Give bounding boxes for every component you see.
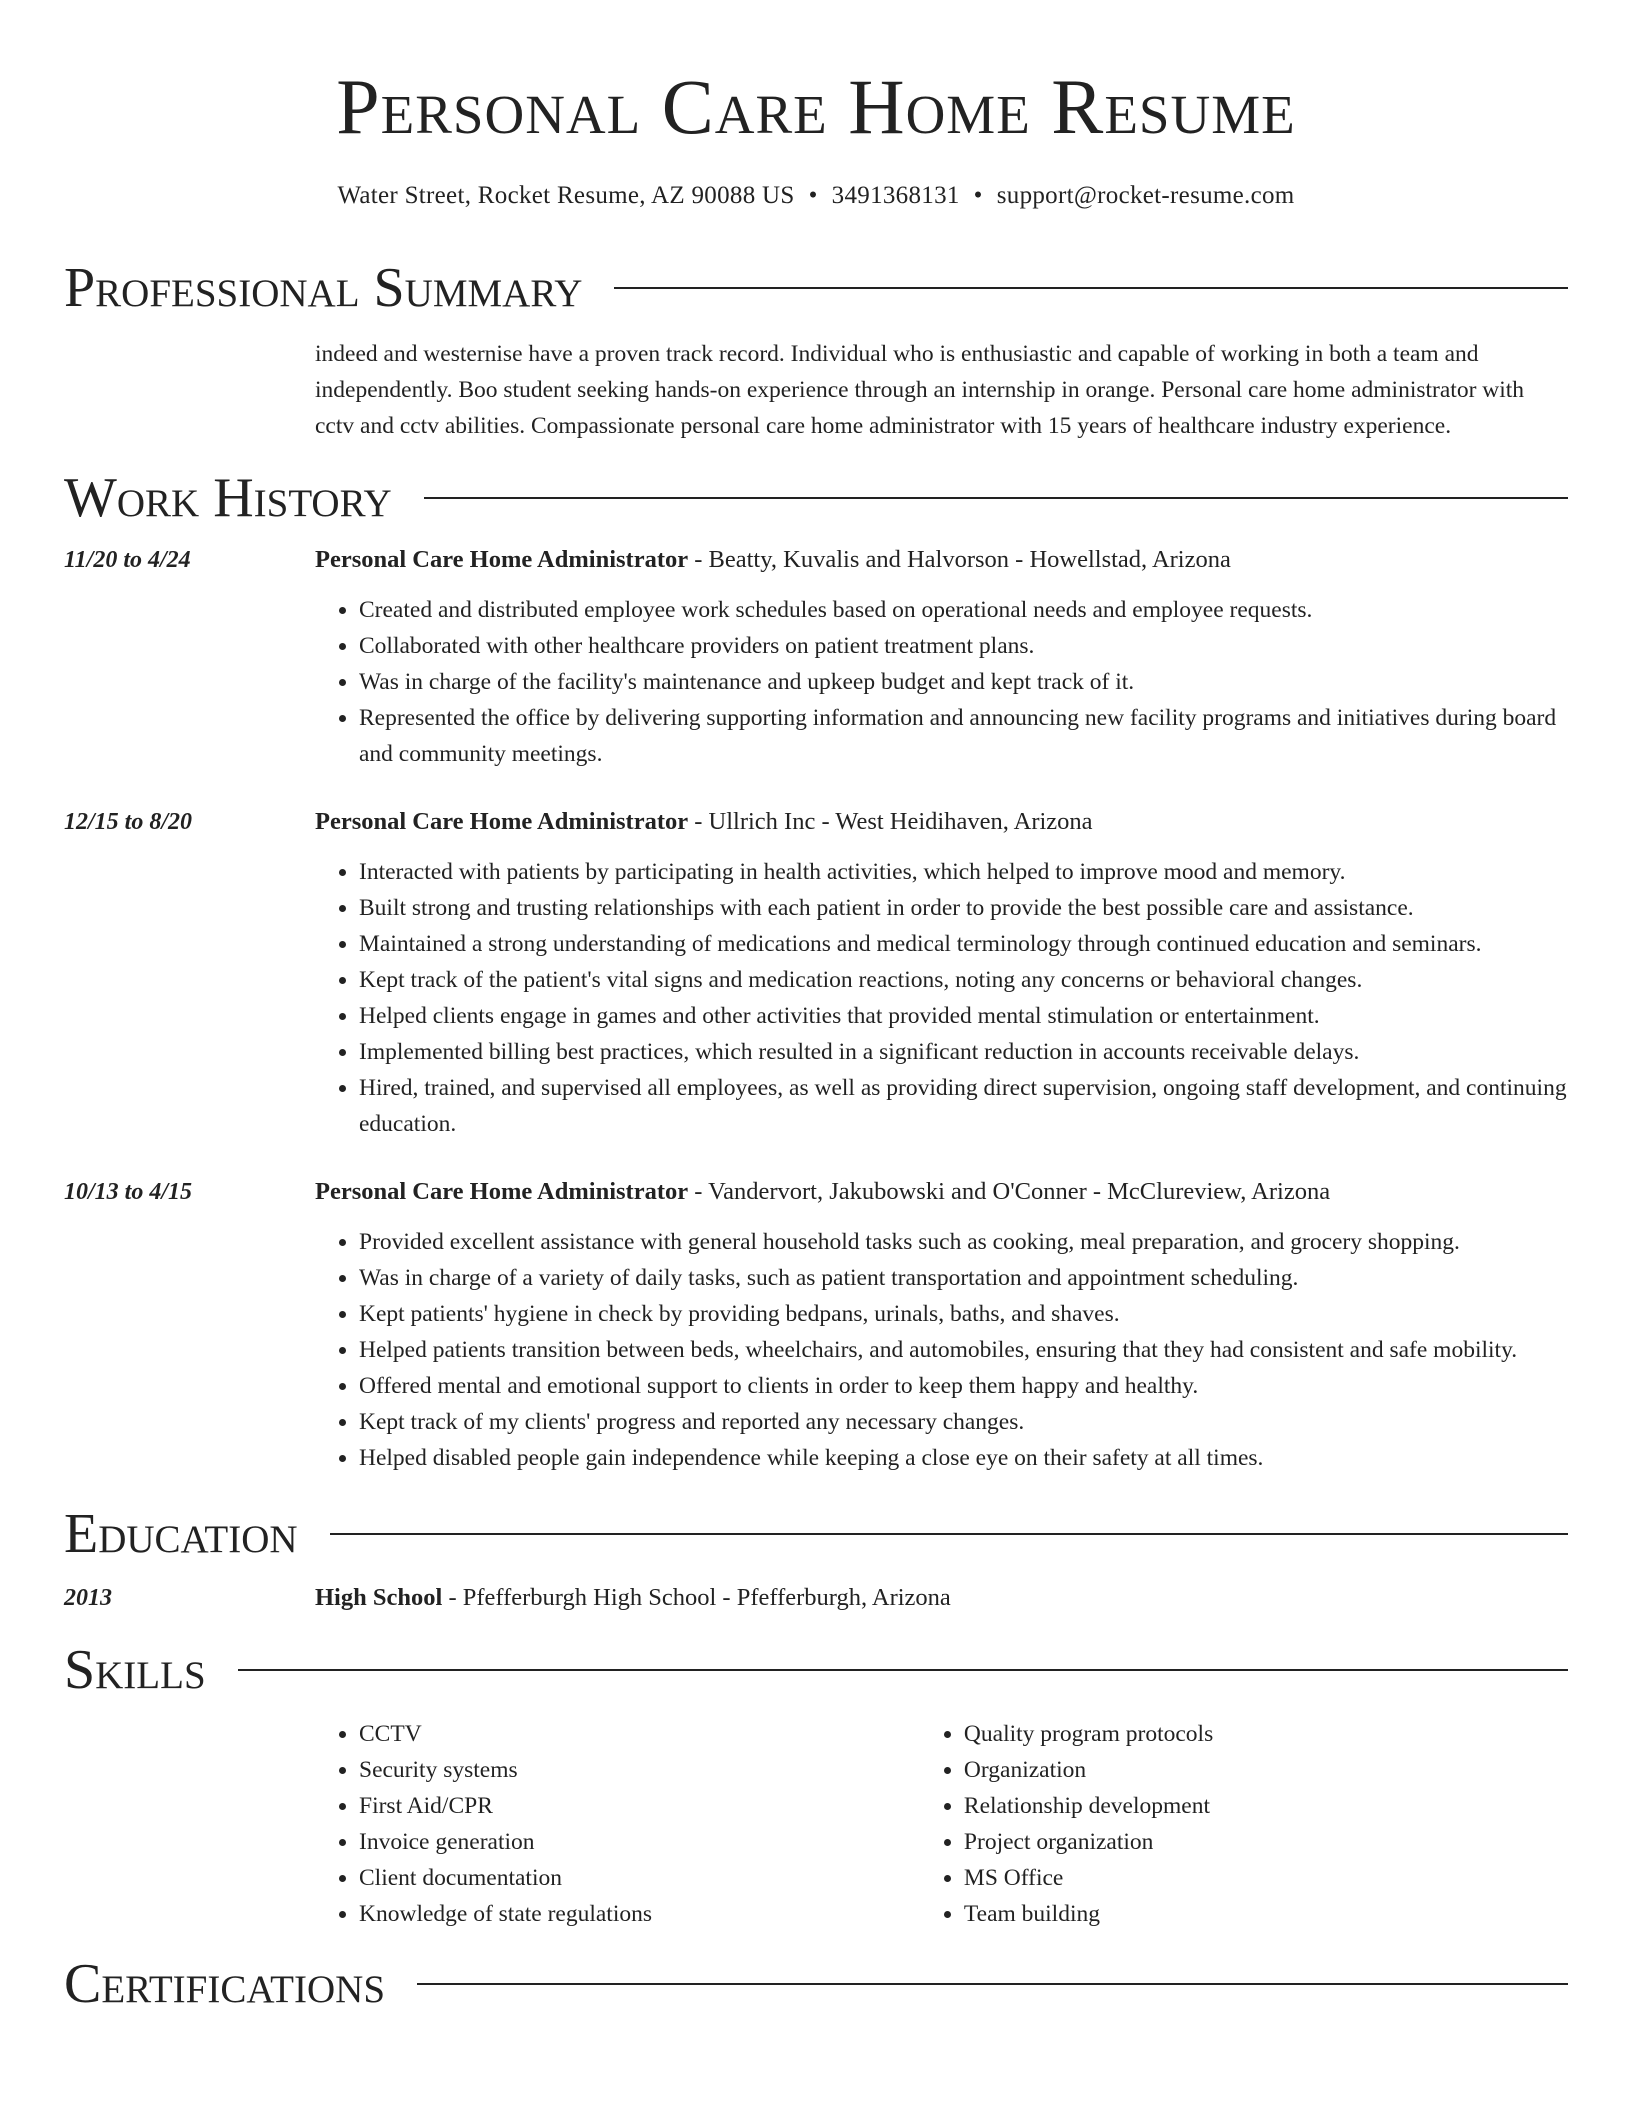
skill-item: • CCTV: [359, 1716, 920, 1752]
job-bullet: • Implemented billing best practices, which resulted in a significant reduction in accounts receivable delays.: [359, 1034, 1568, 1070]
skill-item: • Security systems: [359, 1752, 920, 1788]
job-company: - Vandervort, Jakubowski and O'Conner - McClureview, Arizona: [688, 1178, 1331, 1205]
job-bullets: [315, 592, 1568, 772]
section-heading-certifications: [64, 1952, 1568, 2016]
job-bullet: • Offered mental and emotional support to clients in order to keep them happy and healthy.: [359, 1368, 1568, 1404]
job-bullets: [315, 1224, 1568, 1476]
job-bullets: [315, 854, 1568, 1142]
section-title: Professional Summary: [64, 257, 583, 319]
job-date: 12/15 to 8/20: [64, 809, 193, 835]
job-company: - Beatty, Kuvalis and Halvorson - Howellstad, Arizona: [688, 546, 1231, 573]
section-title: Work History: [64, 467, 392, 529]
job-bullet: • Collaborated with other healthcare providers on patient treatment plans.: [359, 628, 1568, 664]
job-title: Personal Care Home Administrator: [315, 1178, 689, 1205]
job-entry: [64, 542, 1568, 772]
job-bullet: • Was in charge of the facility's maintenance and upkeep budget and kept track of it.: [359, 664, 1568, 700]
job-body: [315, 542, 1568, 772]
skill-item: • Team building: [964, 1896, 1568, 1932]
job-entry: [64, 1174, 1568, 1476]
contact-address: Water Street, Rocket Resume, AZ 90088 US: [337, 182, 795, 209]
section-title: Skills: [64, 1639, 206, 1701]
skills-column-right: [920, 1716, 1568, 1932]
skill-item: • MS Office: [964, 1860, 1568, 1896]
education-entry: [64, 1580, 1568, 1616]
job-bullet: • Created and distributed employee work schedules based on operational needs and employee requests.: [359, 592, 1568, 628]
contact-separator: •: [808, 182, 818, 209]
job-bullet: • Helped clients engage in games and other activities that provided mental stimulation or entertainment.: [359, 998, 1568, 1034]
section-title: Education: [64, 1503, 298, 1565]
job-heading: [315, 542, 1568, 578]
skill-item: • Quality program protocols: [964, 1716, 1568, 1752]
section-title: Certifications: [64, 1953, 386, 2015]
job-bullet: • Maintained a strong understanding of medications and medical terminology through continued education and seminars.: [359, 926, 1568, 962]
job-bullet: • Was in charge of a variety of daily tasks, such as patient transportation and appointment scheduling.: [359, 1260, 1568, 1296]
job-title: Personal Care Home Administrator: [315, 546, 689, 573]
skill-item: • Knowledge of state regulations: [359, 1896, 920, 1932]
job-entry: [64, 804, 1568, 1142]
job-bullet: • Kept track of the patient's vital signs and medication reactions, noting any concerns or behavioral changes.: [359, 962, 1568, 998]
section-divider: [238, 1669, 1568, 1671]
job-date: 11/20 to 4/24: [64, 547, 191, 573]
job-date: 10/13 to 4/15: [64, 1179, 193, 1205]
section-divider: [614, 287, 1568, 289]
education-date: 2013: [64, 1585, 112, 1611]
skill-item: • Client documentation: [359, 1860, 920, 1896]
job-bullet: • Interacted with patients by participating in health activities, which helped to improve mood and memory.: [359, 854, 1568, 890]
job-bullet: • Hired, trained, and supervised all employees, as well as providing direct supervision, ongoing staff development, and continuing education.: [359, 1070, 1568, 1142]
job-title: Personal Care Home Administrator: [315, 808, 689, 835]
work-history-list: [64, 542, 1568, 1476]
section-divider: [417, 1983, 1568, 1985]
skill-item: • Invoice generation: [359, 1824, 920, 1860]
contact-phone: 3491368131: [831, 182, 960, 209]
job-bullet: • Kept patients' hygiene in check by providing bedpans, urinals, baths, and shaves.: [359, 1296, 1568, 1332]
contact-email: support@rocket-resume.com: [996, 182, 1295, 209]
skills-list: [315, 1716, 1568, 1932]
section-heading-work-history: [64, 466, 1568, 530]
job-bullet: • Built strong and trusting relationships with each patient in order to provide the best possible care and assistance.: [359, 890, 1568, 926]
job-bullet: • Helped patients transition between beds, wheelchairs, and automobiles, ensuring that they had consistent and safe mobility.: [359, 1332, 1568, 1368]
job-company: - Ullrich Inc - West Heidihaven, Arizona: [688, 808, 1093, 835]
job-bullet: • Represented the office by delivering supporting information and announcing new facility programs and initiatives during board and community meetings.: [359, 700, 1568, 772]
job-bullet: • Kept track of my clients' progress and reported any necessary changes.: [359, 1404, 1568, 1440]
job-bullet: • Provided excellent assistance with general household tasks such as cooking, meal preparation, and grocery shopping.: [359, 1224, 1568, 1260]
skills-column-left: [315, 1716, 920, 1932]
section-divider: [424, 497, 1568, 499]
job-heading: [315, 804, 1568, 840]
resume-title: Personal Care Home Resume: [336, 63, 1296, 150]
skill-item: • Organization: [964, 1752, 1568, 1788]
section-heading-education: [64, 1502, 1568, 1566]
job-body: [315, 804, 1568, 1142]
skill-item: • Project organization: [964, 1824, 1568, 1860]
education-school: - Pfefferburgh High School - Pfefferburgh, Arizona: [442, 1584, 951, 1611]
section-heading-skills: [64, 1638, 1568, 1702]
contact-line: [64, 180, 1568, 212]
job-bullet: • Helped disabled people gain independence while keeping a close eye on their safety at all times.: [359, 1440, 1568, 1476]
section-heading-summary: [64, 256, 1568, 320]
education-degree: High School: [315, 1584, 443, 1611]
contact-separator: •: [973, 182, 983, 209]
job-heading: [315, 1174, 1568, 1210]
summary-text: indeed and westernise have a proven track record. Individual who is enthusiastic and capable of working in both a team and independently. Boo student seeking hands-on experience through an internship in orange. Personal care home administrator with cctv and cctv abilities. Compassionate personal care home administrator with 15 years of healthcare industry experience.: [315, 341, 1525, 439]
skill-item: • First Aid/CPR: [359, 1788, 920, 1824]
section-divider: [330, 1533, 1568, 1535]
job-body: [315, 1174, 1568, 1476]
resume-page: [64, 0, 1568, 2016]
skill-item: • Relationship development: [964, 1788, 1568, 1824]
education-details: [315, 1580, 951, 1616]
